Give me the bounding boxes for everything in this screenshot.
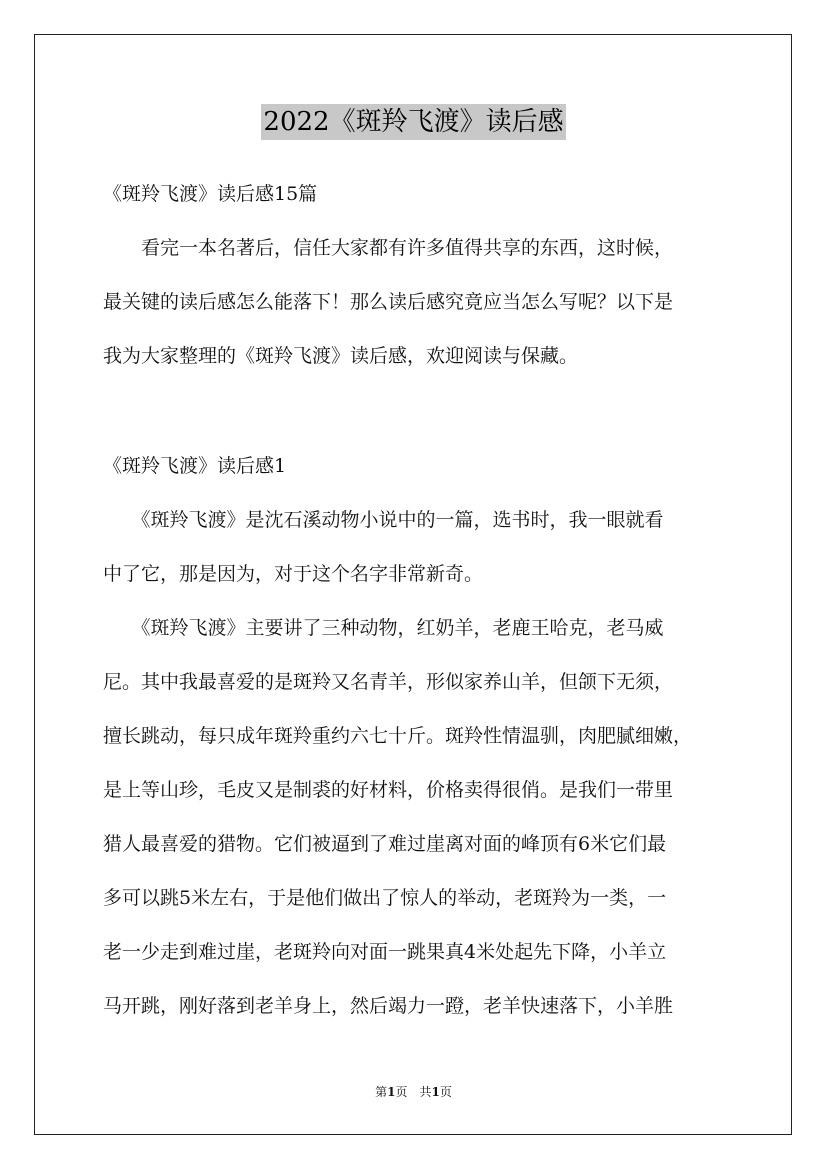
- paragraph-line: 多可以跳5米左右，于是他们做出了惊人的举动，老斑羚为一类，一: [103, 887, 667, 909]
- intro-line: 我为大家整理的《斑羚飞渡》读后感，欢迎阅读与保藏。: [103, 345, 579, 367]
- paragraph-line: 尼。其中我最喜爱的是斑羚又名青羊，形似家养山羊，但颌下无须，: [103, 671, 674, 693]
- page-footer: [0, 1084, 827, 1100]
- title-container: [0, 104, 827, 140]
- document-title: 2022《斑羚飞渡》读后感: [261, 104, 565, 140]
- intro-line: 最关键的读后感怎么能落下！那么读后感究竟应当怎么写呢？以下是: [103, 291, 674, 313]
- paragraph-line: 《斑羚飞渡》主要讲了三种动物，红奶羊，老鹿王哈克，老马威: [103, 617, 664, 639]
- paragraph-line: 《斑羚飞渡》是沈石溪动物小说中的一篇，选书时，我一眼就看: [103, 509, 664, 531]
- paragraph-line: 马开跳，刚好落到老羊身上，然后竭力一蹬，老羊快速落下，小羊胜: [103, 995, 674, 1017]
- paragraph-line: 老一少走到难过崖，老斑羚向对面一跳果真4米处起先下降，小羊立: [103, 941, 667, 963]
- page-suffix: 页: [439, 1085, 452, 1099]
- page-total: 1: [431, 1085, 440, 1099]
- paragraph-line: 是上等山珍，毛皮又是制裘的好材料，价格卖得很俏。是我们一带里: [103, 779, 674, 801]
- page-mid: 页 共: [395, 1085, 432, 1099]
- page-prefix: 第: [375, 1085, 388, 1099]
- paragraph-line: 猎人最喜爱的猎物。它们被逼到了难过崖离对面的峰顶有6米它们最: [103, 833, 667, 855]
- paragraph-line: 擅长跳动，每只成年斑羚重约六七十斤。斑羚性情温驯，肉肥腻细嫩，: [103, 725, 693, 747]
- paragraph-line: 中了它，那是因为，对于这个名字非常新奇。: [103, 563, 484, 585]
- page-current: 1: [387, 1085, 396, 1099]
- section-heading: 《斑羚飞渡》读后感1: [103, 455, 287, 477]
- intro-line: 看完一本名著后，信任大家都有许多值得共享的东西，这时候，: [103, 237, 674, 259]
- document-subtitle: 《斑羚飞渡》读后感15篇: [103, 183, 318, 205]
